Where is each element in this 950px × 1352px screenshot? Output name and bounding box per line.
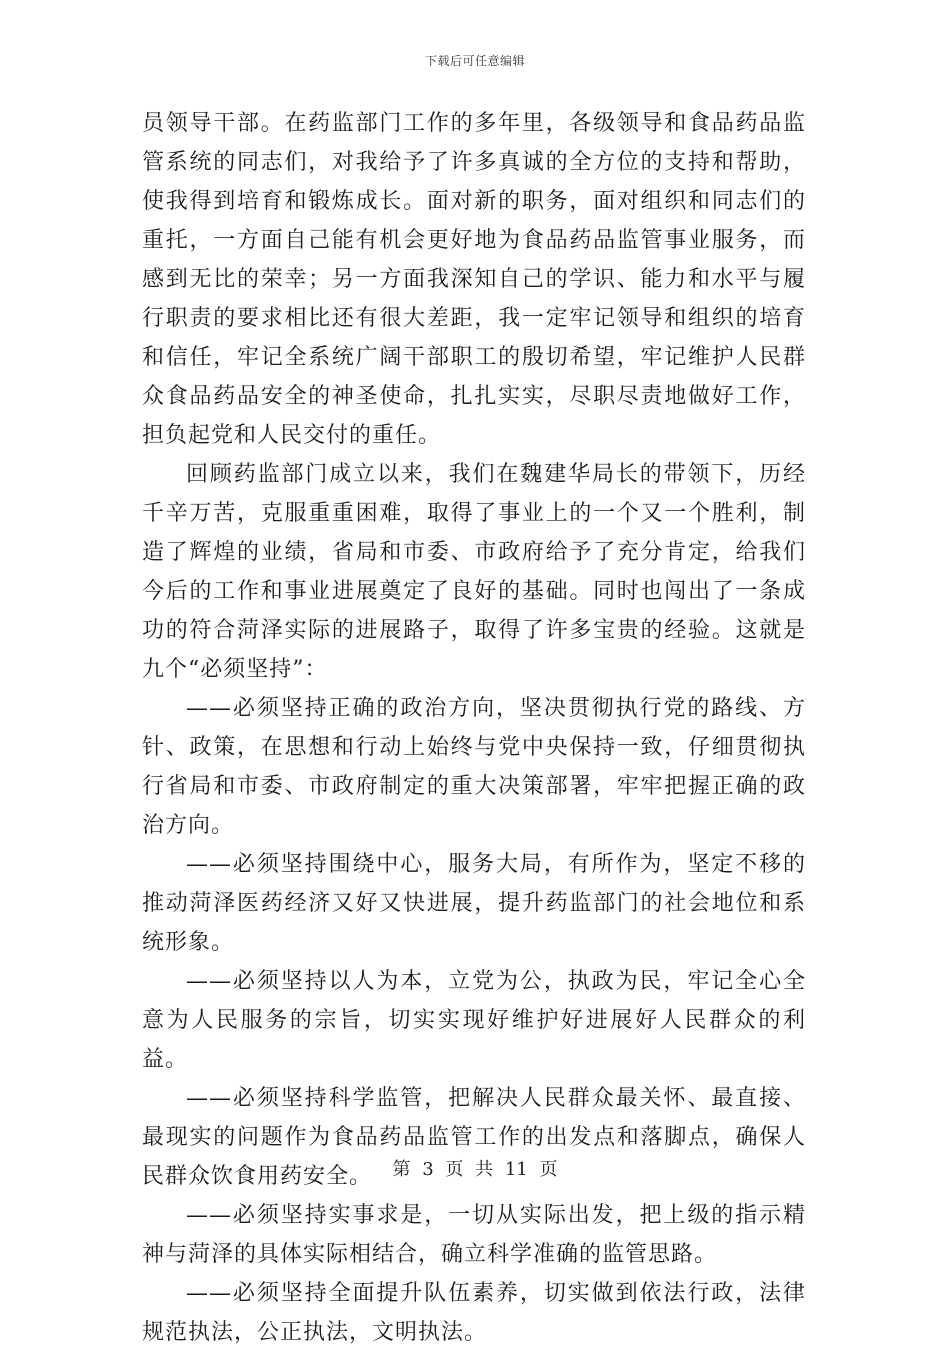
paragraph-serve-overall: ——必须坚持围绕中心，服务大局，有所作为，坚定不移的推动菏泽医药经济又好又快进展，提升药监部门的社会地位和系统形象。 [142, 852, 806, 955]
paragraph-scientific-supervision: ——必须坚持科学监管，把解决人民群众最关怀、最直接、最现实的问题作为食品药品监管工作的出发点和落脚点，确保人民群众饮食用药安全。 [142, 1086, 806, 1189]
page-header: 下载后可任意编辑 [424, 54, 525, 68]
paragraph-review: 回顾药监部门成立以来，我们在魏建华局长的带领下，历经千辛万苦，克服重重困难，取得了事业上的一个又一个胜利，制造了辉煌的业绩，省局和市委、市政府给予了充分肯定，给我们今后的工作和事业进展奠定了良好的基础。同时也闯出了一条成功的符合菏泽实际的进展路子，取得了许多宝贵的经验。这就是九个“必须坚持”： [142, 462, 806, 682]
paragraph-team-quality: ——必须坚持全面提升队伍素养，切实做到依法行政，法律规范执法，公正执法，文明执法。 [142, 1281, 806, 1345]
paragraph-people-oriented: ——必须坚持以人为本，立党为公，执政为民，牢记全心全意为人民服务的宗旨，切实实现好维护好进展好人民群众的利益。 [142, 969, 806, 1072]
paragraph-seek-truth: ——必须坚持实事求是，一切从实际出发，把上级的指示精神与菏泽的具体实际相结合，确立科学准确的监管思路。 [142, 1203, 806, 1267]
paragraph-political-direction: ——必须坚持正确的政治方向，坚决贯彻执行党的路线、方针、政策，在思想和行动上始终与党中央保持一致，仔细贯彻执行省局和市委、市政府制定的重大决策部署，牢牢把握正确的政治方向。 [142, 696, 806, 838]
paragraph-continuation: 员领导干部。在药监部门工作的多年里，各级领导和食品药品监管系统的同志们，对我给予了许多真诚的全方位的支持和帮助，使我得到培育和锻炼成长。面对新的职务，面对组织和同志们的重托，一方面自己能有机会更好地为食品药品监管事业服务，而感到无比的荣幸；另一方面我深知自己的学识、能力和水平与履行职责的要求相比还有很大差距，我一定牢记领导和组织的培育和信任，牢记全系统广阔干部职工的殷切希望，牢记维护人民群众食品药品安全的神圣使命，扎扎实实，尽职尽责地做好工作，担负起党和人民交付的重任。 [142, 111, 806, 448]
page-footer: 第 3 页 共 11 页 [392, 1159, 558, 1180]
